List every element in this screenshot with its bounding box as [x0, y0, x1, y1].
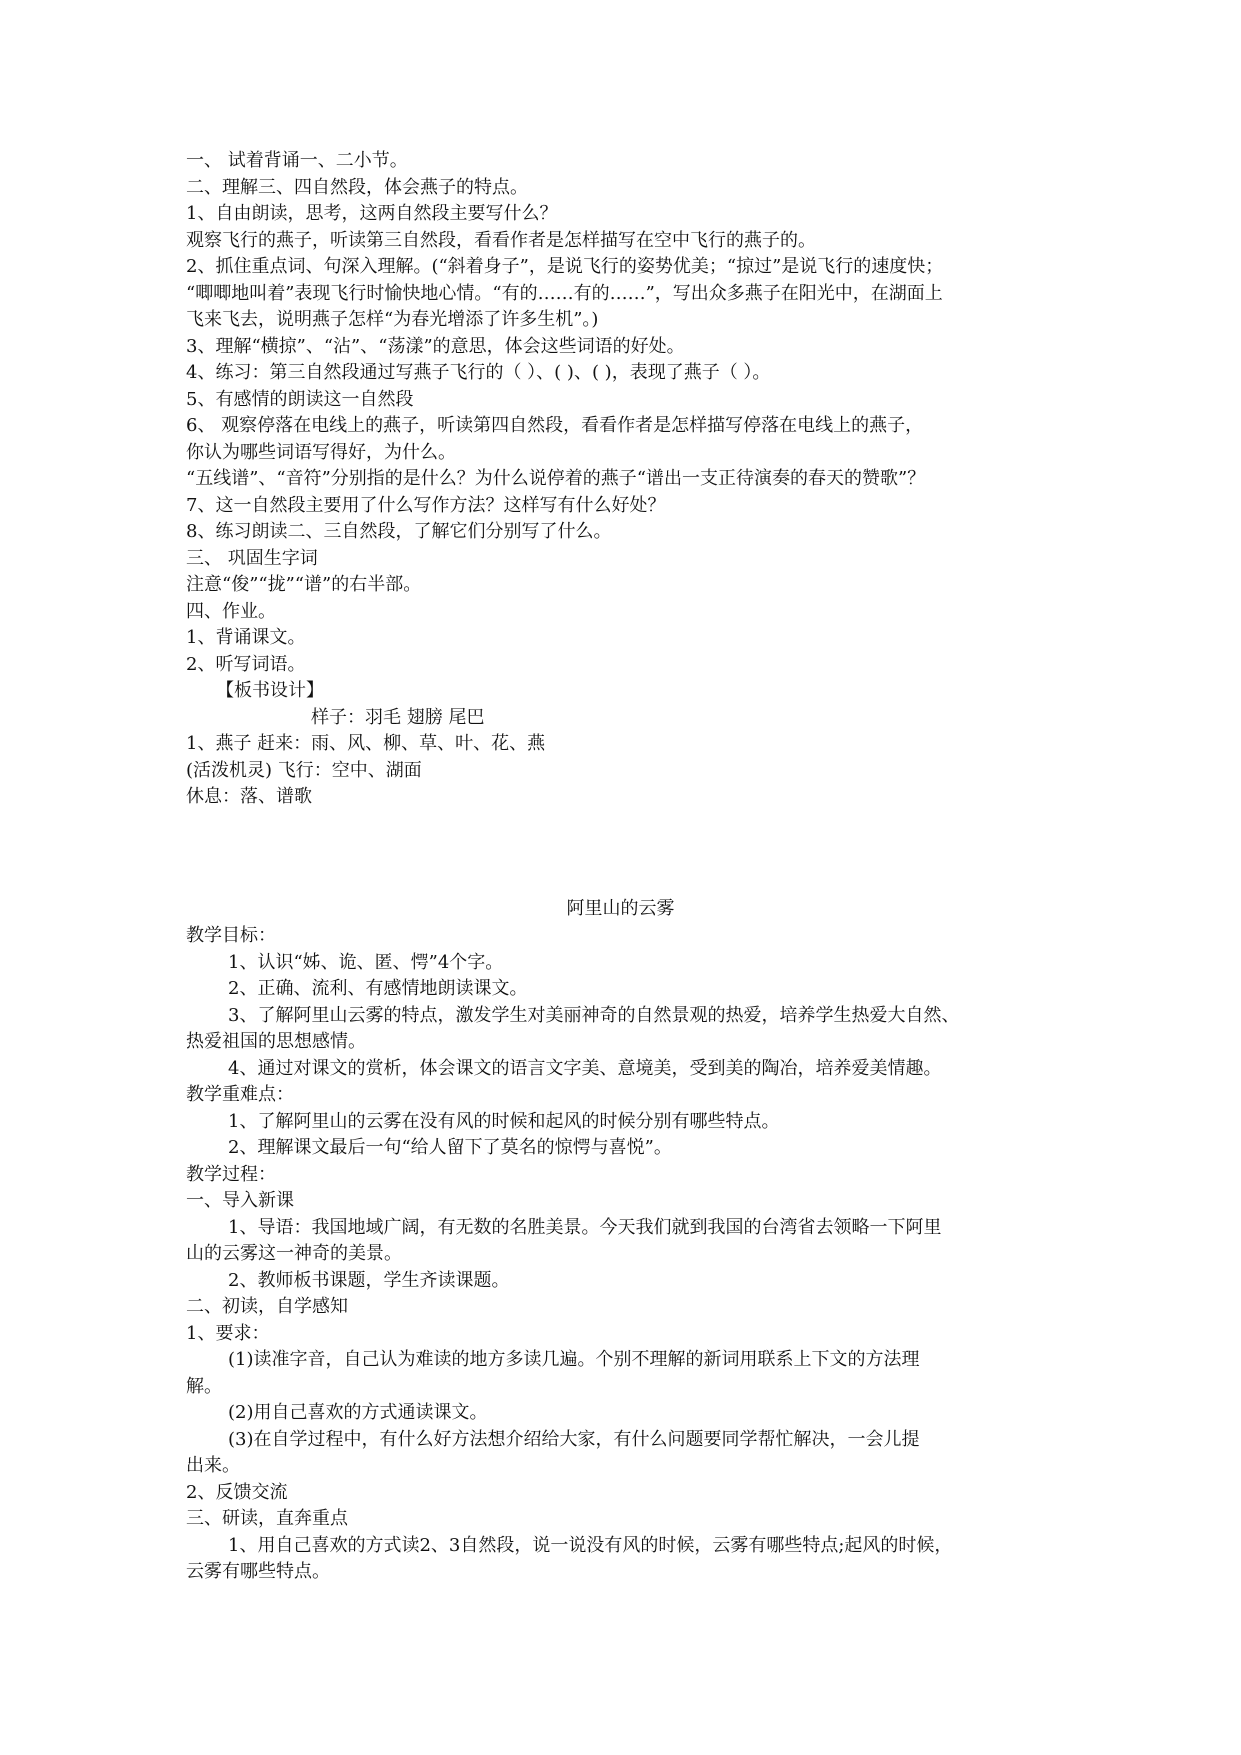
text-line: 热爱祖国的思想感情。 — [186, 1031, 366, 1052]
text-line: 1、要求： — [186, 1322, 270, 1344]
text-line: 1、背诵课文。 — [186, 627, 306, 648]
text-line: (1)读准字音，自己认为难读的地方多读几遍。个别不理解的新词用联系上下文的方法理 — [228, 1349, 920, 1370]
text-line: 2、抓住重点词、句深入理解。(“斜着身子”，是说飞行的姿势优美；“掠过”是说飞行的速度快； — [186, 256, 944, 277]
text-line: (2)用自己喜欢的方式通读课文。 — [228, 1402, 488, 1423]
board-line: (活泼机灵) 飞行：空中、湖面 — [186, 759, 422, 781]
text-line: 云雾有哪些特点。 — [186, 1561, 330, 1582]
text-line: 飞来飞去，说明燕子怎样“为春光增添了许多生机”。) — [186, 309, 599, 330]
text-line: 7、这一自然段主要用了什么写作方法？这样写有什么好处？ — [186, 494, 666, 516]
text-line: 4、练习：第三自然段通过写燕子飞行的（ ）、( )、( )，表现了燕子（ ）。 — [186, 362, 771, 383]
text-line: 1、导语：我国地域广阔，有无数的名胜美景。今天我们就到我国的台湾省去领略一下阿里 — [228, 1216, 942, 1238]
text-line: 5、有感情的朗读这一自然段 — [186, 388, 414, 410]
text-line: 一、导入新课 — [186, 1190, 294, 1211]
text-line: 观察飞行的燕子，听读第三自然段，看看作者是怎样描写在空中飞行的燕子的。 — [186, 229, 816, 251]
text-line: 出来。 — [186, 1455, 240, 1476]
text-line: 6、 观察停落在电线上的燕子，听读第四自然段，看看作者是怎样描写停落在电线上的燕子， — [186, 415, 924, 436]
board-line: 样子：羽毛 翅膀 尾巴 — [311, 706, 485, 728]
text-line: 山的云雾这一神奇的美景。 — [186, 1243, 402, 1264]
text-line: 1、用自己喜欢的方式读2、3自然段，说一说没有风的时候，云雾有哪些特点;起风的时候， — [228, 1534, 953, 1556]
section-heading: 教学目标： — [186, 925, 276, 946]
text-line: 二、理解三、四自然段，体会燕子的特点。 — [186, 176, 528, 198]
lesson-part-swallow — [186, 148, 1056, 811]
text-line: 解。 — [186, 1375, 222, 1397]
text-line: 1、自由朗读，思考，这两自然段主要写什么？ — [186, 203, 558, 224]
text-line: 三、 巩固生字词 — [186, 547, 318, 569]
text-line: 2、教师板书课题，学生齐读课题。 — [228, 1269, 510, 1291]
board-line: 1、燕子 赶来：雨、风、柳、草、叶、花、燕 — [186, 733, 546, 754]
text-line: 二、初读，自学感知 — [186, 1296, 348, 1317]
text-line: 2、正确、流利、有感情地朗读课文。 — [228, 978, 528, 999]
text-line: 4、通过对课文的赏析，体会课文的语言文字美、意境美，受到美的陶冶，培养爱美情趣。 — [228, 1057, 942, 1079]
text-line: 3、理解“横掠”、“沾”、“荡漾”的意思，体会这些词语的好处。 — [186, 335, 685, 357]
text-line: 一、 试着背诵一、二小节。 — [186, 150, 408, 171]
lesson-part-alishan — [186, 923, 1056, 1586]
text-line: 8、练习朗读二、三自然段，了解它们分别写了什么。 — [186, 521, 612, 542]
text-line: 3、了解阿里山云雾的特点，激发学生对美丽神奇的自然景观的热爱，培养学生热爱大自然、 — [228, 1004, 960, 1026]
text-line: 注意“俊”“拢”“谱”的右半部。 — [186, 574, 422, 595]
text-line: 2、反馈交流 — [186, 1481, 288, 1503]
section-heading: 教学重难点： — [186, 1084, 294, 1105]
board-line: 休息：落、谱歌 — [186, 786, 312, 807]
text-line: 2、听写词语。 — [186, 653, 306, 675]
text-line: 你认为哪些词语写得好，为什么。 — [186, 441, 456, 463]
text-line: “五线谱”、“音符”分别指的是什么？为什么说停着的燕子“谱出一支正待演奏的春天的赞歌”？ — [186, 468, 926, 489]
text-line: 三、研读，直奔重点 — [186, 1508, 348, 1529]
board-heading: 【板书设计】 — [216, 680, 324, 701]
section-heading: 教学过程： — [186, 1163, 276, 1185]
lesson-title: 阿里山的云雾 — [566, 898, 675, 919]
text-line: 四、作业。 — [186, 600, 276, 622]
text-line: (3)在自学过程中，有什么好方法想介绍给大家，有什么问题要同学帮忙解决，一会儿提 — [228, 1428, 920, 1450]
text-line: “唧唧地叫着”表现飞行时愉快地心情。“有的……有的……”，写出众多燕子在阳光中，在湖面上 — [186, 282, 943, 304]
text-line: 1、认识“姊、诡、匿、愕”4个字。 — [228, 951, 504, 973]
text-line: 2、理解课文最后一句“给人留下了莫名的惊愕与喜悦”。 — [228, 1137, 672, 1158]
text-line: 1、了解阿里山的云雾在没有风的时候和起风的时候分别有哪些特点。 — [228, 1110, 780, 1132]
